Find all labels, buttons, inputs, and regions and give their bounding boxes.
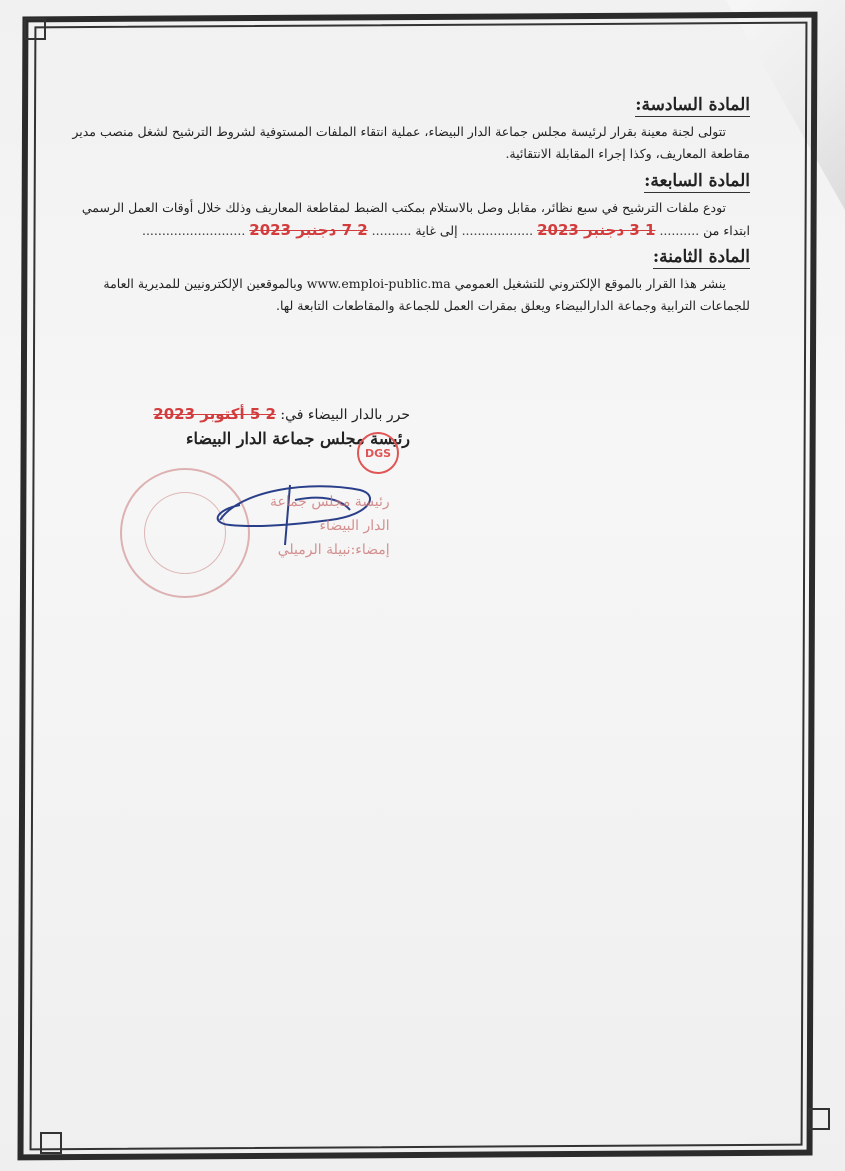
signatory-title: رئيسة مجلس جماعة الدار البيضاء: [185, 429, 410, 448]
frame-corner: [808, 1108, 830, 1130]
article-text: ينشر هذا القرار بالموقع الإلكتروني للتشغيل العمومي www.emploi-public.ma وبالموقعين الإلكترونيين للمديرية العامة للجماعات الترابية وجماعة الدارالبيضاء ويعلق بمقرات العمل للجماعة والمقاطعات التابعة لها.: [103, 276, 750, 313]
issue-date-stamp: 2 5 أكتوبر 2023: [153, 405, 276, 423]
from-date-stamp: 1 3 دجنبر 2023: [537, 221, 656, 239]
frame-corner: [40, 1132, 62, 1154]
from-label: ابتداء من: [703, 223, 750, 238]
to-label: إلى غاية: [415, 223, 458, 238]
article-6: [70, 95, 750, 165]
period-line: ابتداء من .......... 1 3 دجنبر 2023 .................. إلى غاية .......... 2 7 دجنبر 2023 ..........................: [141, 221, 750, 239]
article-8: [70, 247, 750, 317]
article-heading: المادة السابعة:: [644, 171, 750, 191]
article-heading: المادة الثامنة:: [652, 247, 750, 267]
article-heading: المادة السادسة:: [635, 95, 750, 115]
dgs-stamp: DGS: [357, 432, 399, 474]
article-text: تتولى لجنة معينة بقرار لرئيسة مجلس جماعة الدار البيضاء، عملية انتقاء الملفات المستوفية لشروط الترشيح لشغل منصب مدير مقاطعة المعاريف، وكذا إجراء المقابلة الانتقائية.: [72, 124, 750, 161]
to-date-stamp: 2 7 دجنبر 2023: [249, 221, 368, 239]
document-body: [70, 95, 750, 323]
article-7: [70, 171, 750, 243]
issued-line: [80, 405, 410, 423]
stamp-text: رئيسة مجلس جماعة الدار البيضاء إمضاء:نبيلة الرميلي: [270, 494, 390, 558]
article-text: تودع ملفات الترشيح في سبع نظائر، مقابل وصل بالاستلام بمكتب الضبط لمقاطعة المعاريف وذلك خلال أوقات العمل الرسمي: [81, 200, 726, 215]
frame-corner: [24, 18, 46, 40]
place-label: حرر بالدار البيضاء في:: [280, 407, 410, 423]
